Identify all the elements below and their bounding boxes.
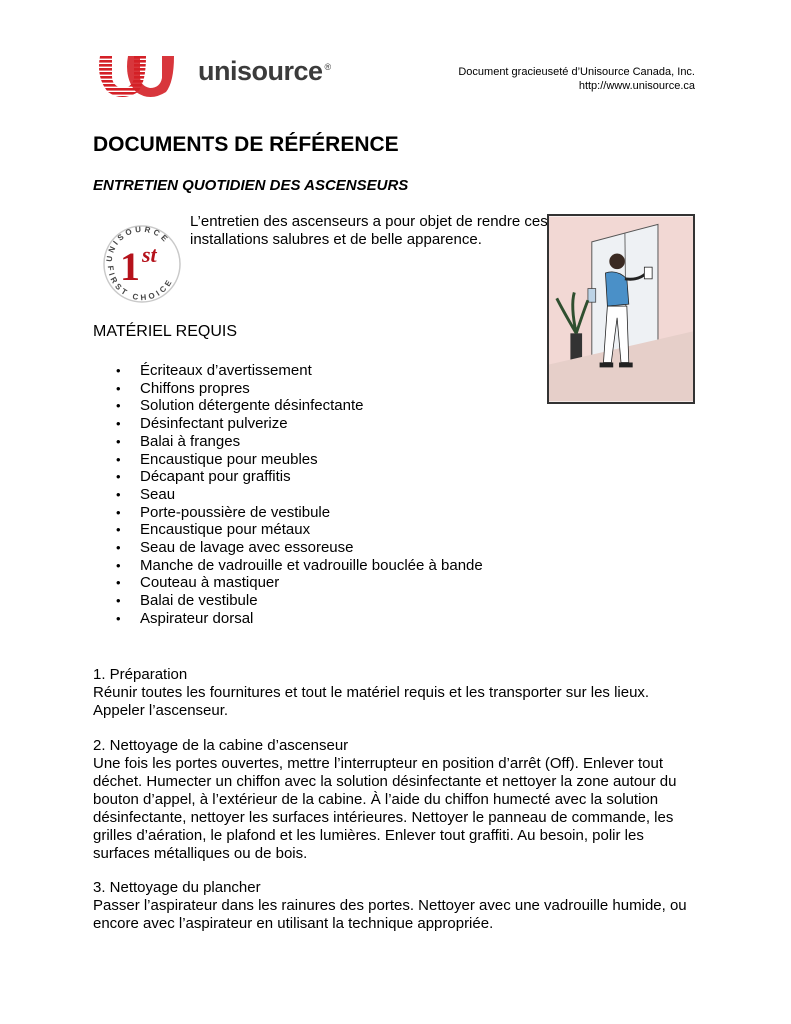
step-heading: 3. Nettoyage du plancher — [93, 879, 261, 896]
list-item: • Porte-poussière de vestibule — [116, 504, 483, 522]
first-choice-badge-icon — [98, 210, 186, 308]
brand-name: unisource — [198, 56, 323, 86]
list-item: • Chiffons propres — [116, 380, 483, 398]
svg-text:UNISOURCE: UNISOURCE — [104, 224, 172, 263]
list-item: • Encaustique pour métaux — [116, 521, 483, 539]
list-item: • Désinfectant pulverize — [116, 415, 483, 433]
step-floor-cleaning — [93, 879, 703, 933]
courtesy-note — [375, 65, 695, 93]
list-item: • Solution détergente désinfectante — [116, 397, 483, 415]
intro-text: L’entretien des ascenseurs a pour objet de rendre ces installations salubres et de belle apparence. — [190, 213, 548, 248]
registered-mark: ® — [324, 62, 331, 72]
elevator-cleaning-illustration — [547, 214, 695, 404]
unisource-logo-icon — [96, 48, 178, 100]
step-text: Réunir toutes les fournitures et tout le matériel requis et les transporter sur les lieux. Appeler l’ascenseur. — [93, 684, 650, 719]
svg-text:st: st — [142, 242, 157, 267]
list-item: • Couteau à mastiquer — [116, 574, 483, 592]
courtesy-line: Document gracieuseté d’Unisource Canada, Inc. — [458, 66, 695, 78]
list-item: • Seau — [116, 486, 483, 504]
step-heading: 1. Préparation — [93, 666, 188, 683]
step-text: Passer l’aspirateur dans les rainures des portes. Nettoyer avec une vadrouille humide, ou encore avec l’aspirateur en utilisant la technique appropriée. — [93, 897, 687, 932]
step-text: Une fois les portes ouvertes, mettre l’interrupteur en position d’arrêt (Off). Enlever tout déchet. Humecter un chiffon avec la solution désinfectante et nettoyer la zone autour du bouton d’appel, à l’extérieur de la cabine. À l’aide du chiffon humecté avec la solution désinfectante, nettoyer les surfaces intérieures. Nettoyer le panneau de commande, les grilles d’aération, le plafond et les lumières. Enlever tout graffiti. Au besoin, polir les surfaces métalliques ou de bois. — [93, 755, 677, 862]
section-title: ENTRETIEN QUOTIDIEN DES ASCENSEURS — [93, 177, 409, 194]
step-heading: 2. Nettoyage de la cabine d’ascenseur — [93, 737, 349, 754]
svg-text:FIRST CHOICE: FIRST CHOICE — [105, 265, 176, 303]
list-item: • Balai de vestibule — [116, 592, 483, 610]
list-item: • Seau de lavage avec essoreuse — [116, 539, 483, 557]
brand-wordmark — [198, 56, 331, 87]
list-item: • Manche de vadrouille et vadrouille bouclée à bande — [116, 557, 483, 575]
list-item: • Encaustique pour meubles — [116, 451, 483, 469]
list-item: • Aspirateur dorsal — [116, 610, 483, 628]
materials-heading: MATÉRIEL REQUIS — [93, 323, 238, 340]
svg-text:1: 1 — [120, 244, 140, 289]
step-cabin-cleaning — [93, 737, 703, 863]
list-item: • Écriteaux d’avertissement — [116, 362, 483, 380]
step-preparation — [93, 666, 703, 720]
list-item: • Balai à franges — [116, 433, 483, 451]
list-item: • Décapant pour graffitis — [116, 468, 483, 486]
document-title: DOCUMENTS DE RÉFÉRENCE — [93, 133, 399, 156]
materials-list — [116, 362, 483, 628]
courtesy-url-link[interactable]: http://www.unisource.ca — [578, 80, 695, 92]
